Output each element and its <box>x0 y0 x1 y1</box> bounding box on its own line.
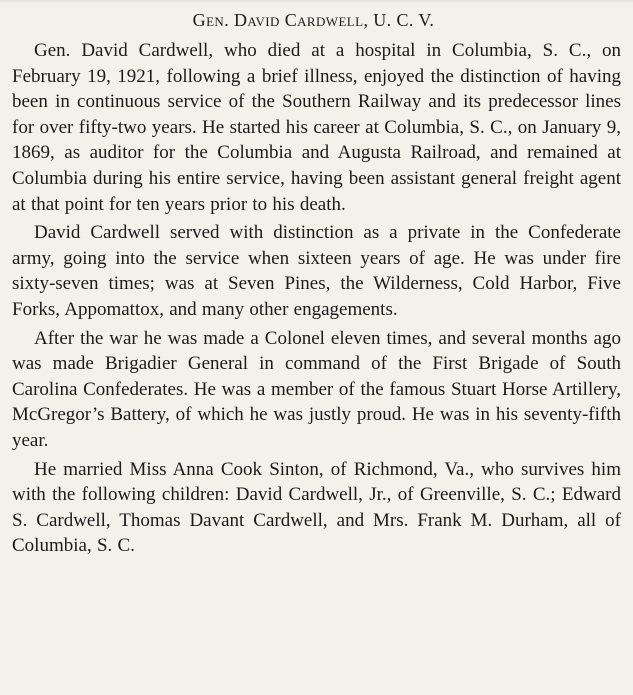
paragraph-postwar-honors: After the war he was made a Colonel eleven times, and several months ago was made Brigadier General in command of the First Brigade of South Carolina Confederates. He was a member of the famous Stuart Horse Artillery, McGregor’s Battery, of which he was justly proud. He was in his seventy-fifth year. <box>12 327 621 451</box>
paragraph-obituary-career: Gen. David Cardwell, who died at a hospital in Columbia, S. C., on February 19, 1921, following a brief illness, enjoyed the distinction of having been in continuous service of the Southern Railway and its predecessor lines for over fifty-two years. He started his career at Columbia, S. C., on January 9, 1869, as auditor for the Columbia and Augusta Railroad, and remained at Columbia during his entire service, having been assistant general freight agent at that point for ten years prior to his death. <box>12 40 621 215</box>
paragraph-family: He married Miss Anna Cook Sinton, of Richmond, Va., who survives him with the following children: David Cardwell, Jr., of Greenville, S. C.; Edward S. Cardwell, Thomas Davant Cardwell, and Mrs. Frank M. Durham, all of Columbia, S. C. <box>12 458 621 557</box>
page-top-edge <box>0 0 633 4</box>
article-title: Gen. David Cardwell, U. C. V. <box>192 10 435 30</box>
paragraph-military-service: David Cardwell served with distinction as a private in the Confederate army, going into the service when sixteen years of age. He was under fire sixty-seven times; was at Seven Pines, the Wilderness, Cold Harbor, Five Forks, Appomattox, and many other engagements. <box>12 222 621 320</box>
